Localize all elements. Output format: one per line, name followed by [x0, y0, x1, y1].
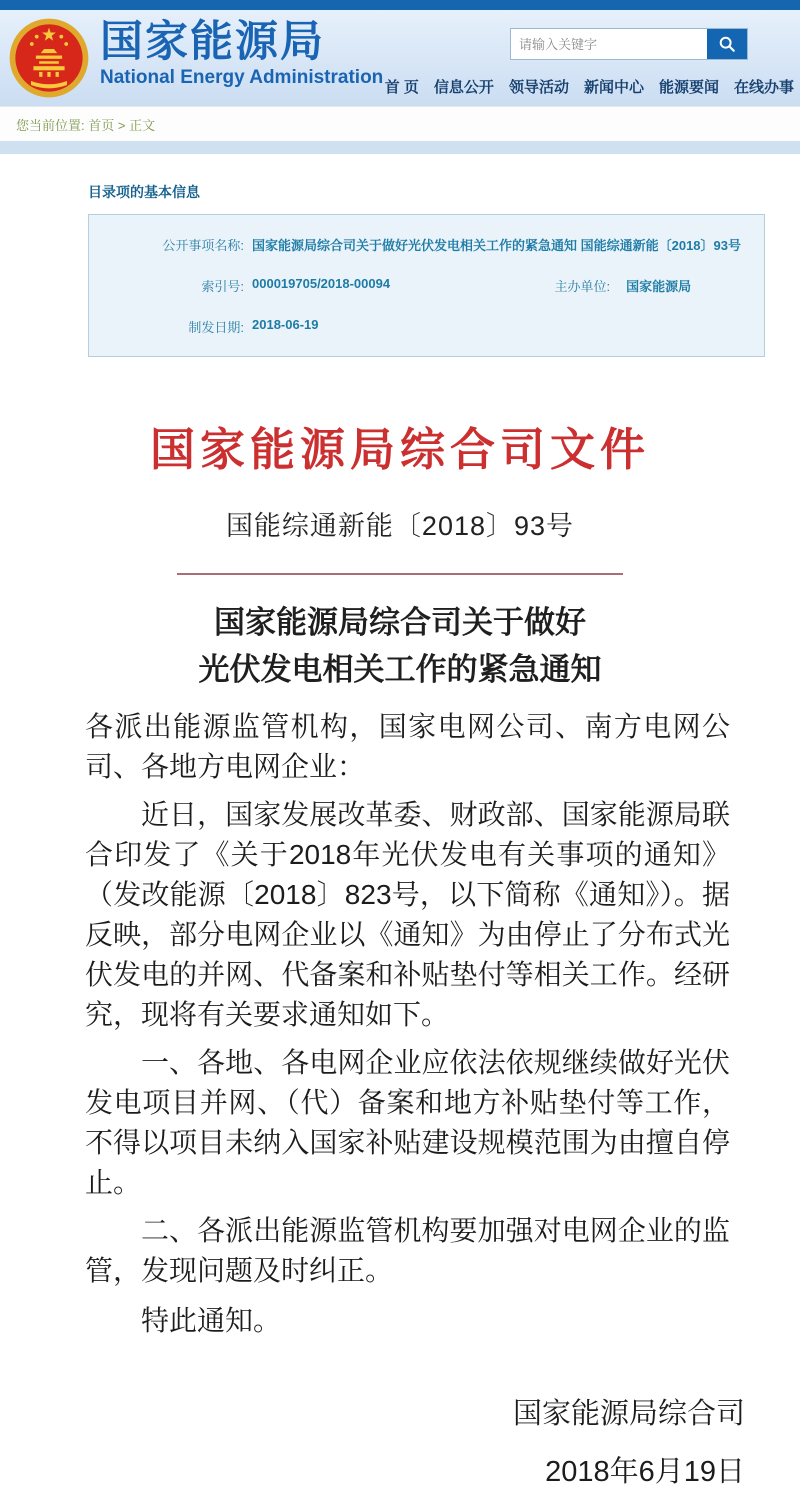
nav-item-info-disclosure[interactable]: 信息公开: [433, 79, 494, 96]
search-input[interactable]: [511, 29, 707, 59]
site-header: [0, 10, 800, 106]
paragraph-3: 二、各派出能源监管机构要加强对电网企业的监管，发现问题及时纠正。: [85, 1215, 730, 1286]
catalog-info-box: [88, 214, 765, 357]
host-org-label: 主办单位:: [554, 279, 611, 294]
nav-item-energy-news[interactable]: 能源要闻: [658, 79, 719, 96]
info-row-name: [104, 235, 749, 254]
disclosure-name-value: 国家能源局综合司关于做好光伏发电相关工作的紧急通知 国能综通新能〔2018〕93号: [252, 238, 741, 253]
issue-date-label: 制发日期:: [188, 320, 244, 335]
national-emblem-icon: [8, 16, 90, 100]
paragraph-1: 近日，国家发展改革委、财政部、国家能源局联合印发了《关于2018年光伏发电有关事项的通知》（发改能源〔2018〕823号，以下简称《通知》）。据反映，部分电网企业以《通知》为由停止了分布式光伏发电的并网、代备案和补贴垫付等相关工作。经研究，现将有关要求通知如下。: [85, 799, 730, 1030]
nav-item-leader-activities[interactable]: 领导活动: [508, 79, 569, 96]
index-number-value: 000019705/2018-00094: [252, 276, 391, 291]
nav-item-online-service[interactable]: 在线办事: [733, 79, 794, 96]
top-bar: [0, 0, 800, 10]
disclosure-name-label: 公开事项名称:: [162, 238, 244, 253]
site-title: 国家能源局: [100, 18, 325, 66]
signature-block: [0, 1385, 745, 1501]
nav-item-news-center[interactable]: 新闻中心: [583, 79, 644, 96]
site-brand: [100, 18, 383, 90]
main-nav: [385, 76, 794, 97]
closing-line: 特此通知。: [141, 1305, 282, 1336]
search-box: [510, 28, 748, 60]
salutation: 各派出能源监管机构，国家电网公司、南方电网公司、各地方电网企业：: [85, 711, 730, 782]
breadcrumb-home-link[interactable]: 首页: [88, 118, 115, 133]
signature-date: 2018年6月19日: [545, 1456, 745, 1488]
document-body: [85, 707, 730, 1341]
document-letterhead: 国家能源局综合司文件: [149, 425, 650, 475]
letterhead-divider: [177, 573, 623, 575]
issue-date-value: 2018-06-19: [252, 317, 319, 332]
breadcrumb-label: 您当前位置:: [16, 118, 85, 133]
breadcrumb-separator: >: [117, 118, 126, 133]
search-button[interactable]: [707, 29, 747, 59]
header-bottom-strip: [0, 141, 800, 154]
breadcrumb: [0, 106, 800, 141]
paragraph-2: 一、各地、各电网企业应依法依规继续做好光伏发电项目并网、（代）备案和地方补贴垫付等工作，不得以项目未纳入国家补贴建设规模范围为由擅自停止。: [85, 1047, 730, 1198]
info-row-date: [104, 317, 749, 336]
breadcrumb-current: 正文: [129, 118, 156, 133]
document-title-line1: 国家能源局综合司关于做好: [214, 605, 586, 640]
catalog-info-title: 目录项的基本信息: [88, 184, 200, 200]
index-number-label: 索引号:: [201, 279, 244, 294]
signature-org: 国家能源局综合司: [512, 1398, 745, 1430]
document-number: 国能综通新能〔2018〕93号: [225, 511, 575, 541]
nav-item-home[interactable]: 首 页: [384, 79, 419, 96]
document-title: [0, 599, 800, 693]
info-row-index: [104, 276, 749, 295]
document-title-line2: 光伏发电相关工作的紧急通知: [198, 652, 602, 687]
host-org-value: 国家能源局: [626, 279, 692, 294]
site-subtitle: National Energy Administration: [100, 67, 384, 88]
search-icon: [718, 35, 736, 53]
